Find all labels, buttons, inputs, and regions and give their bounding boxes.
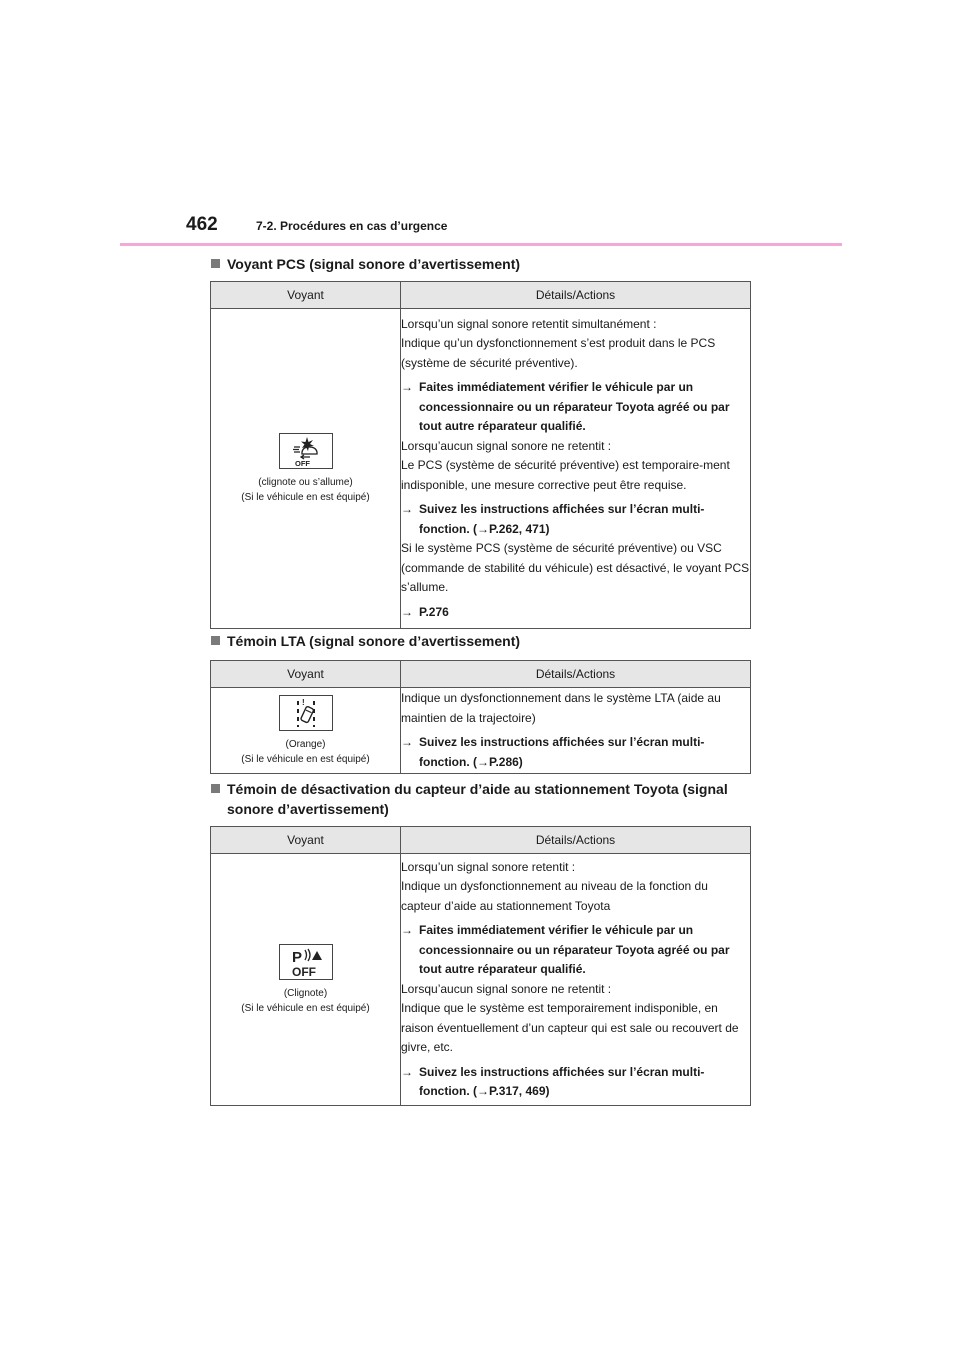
description-text: Indique qu’un dysfonctionnement s’est produit dans le PCS (système de sécurité préventive). <box>401 336 716 370</box>
arrow-icon: → <box>401 502 413 517</box>
svg-text:!: ! <box>301 697 305 707</box>
description-text: Indique un dysfonctionnement au niveau de la fonction du capteur d’aide au stationnement Toyota <box>401 879 708 913</box>
square-bullet-icon <box>211 636 220 645</box>
action-item: → Faites immédiatement vérifier le véhicule par un concessionnaire ou un réparateur Toyota agréé ou par tout autre réparateur qualifié. <box>401 921 750 980</box>
description-text: Le PCS (système de sécurité préventive) est temporaire-ment indisponible, une mesure corrective peut être requise. <box>401 458 730 492</box>
indicator-equipment-caption: (Si le véhicule en est équipé) <box>241 753 370 765</box>
details-cell <box>401 309 751 629</box>
condition-text: Lorsqu’aucun signal sonore ne retentit : <box>401 981 612 996</box>
square-bullet-icon <box>211 259 220 268</box>
action-item: → Suivez les instructions affichées sur l’écran multi-fonction. (→P.317, 469) <box>401 1063 750 1102</box>
condition-text: Lorsqu’un signal sonore retentit simultanément : <box>401 316 657 331</box>
details-cell <box>401 854 751 1106</box>
description-text: Si le système PCS (système de sécurité préventive) ou VSC (commande de stabilité du véhicule) est désactivé, le voyant PCS s’allume. <box>401 541 750 595</box>
column-header-voyant: Voyant <box>211 661 401 688</box>
indicator-equipment-caption: (Si le véhicule en est équipé) <box>241 491 370 503</box>
pcs-off-icon <box>279 433 333 469</box>
action-item: → Suivez les instructions affichées sur l’écran multi-fonction. (→P.286) <box>401 733 750 772</box>
arrow-icon: → <box>401 735 413 749</box>
action-item: → Faites immédiatement vérifier le véhicule par un concessionnaire ou un réparateur Toyota agréé ou par tout autre réparateur qualifié. <box>401 378 750 437</box>
condition-text: Lorsqu’aucun signal sonore ne retentit : <box>401 438 612 453</box>
indicator-state-caption: (Clignote) <box>283 987 328 999</box>
lta-warning-table <box>210 660 751 774</box>
section-title-lta: Témoin LTA (signal sonore d’avertissement) <box>211 631 751 651</box>
description-text: Indique un dysfonctionnement dans le système LTA (aide au maintien de la trajectoire) <box>401 691 721 725</box>
column-header-voyant: Voyant <box>211 282 401 309</box>
parking-sensor-off-icon <box>279 944 333 980</box>
svg-text:OFF: OFF <box>294 458 310 468</box>
action-item: → Suivez les instructions affichées sur l’écran multi-fonction. (→P.262, 471) <box>401 500 750 539</box>
svg-text:OFF: OFF <box>291 964 316 979</box>
column-header-voyant: Voyant <box>211 827 401 854</box>
column-header-details: Détails/Actions <box>401 661 751 688</box>
action-item: → P.276 <box>401 603 750 623</box>
arrow-icon: → <box>401 380 413 395</box>
indicator-color-caption: (Orange) <box>285 738 326 750</box>
parking-sensor-warning-table <box>210 826 751 1106</box>
square-bullet-icon <box>211 784 220 793</box>
column-header-details: Détails/Actions <box>401 282 751 309</box>
section-title-pcs: Voyant PCS (signal sonore d’avertissement) <box>211 254 751 274</box>
indicator-state-caption: (clignote ou s’allume) <box>258 476 353 488</box>
indicator-cell <box>211 309 401 629</box>
condition-text: Lorsqu’un signal sonore retentit : <box>401 859 576 874</box>
lta-icon <box>279 695 333 731</box>
indicator-cell <box>211 854 401 1106</box>
indicator-equipment-caption: (Si le véhicule en est équipé) <box>241 1002 370 1014</box>
svg-text:P: P <box>291 948 302 966</box>
description-text: Indique que le système est temporairement indisponible, en raison éventuellement d’un capteur qui est sale ou recouvert de givre, etc. <box>401 1001 739 1054</box>
arrow-icon: → <box>401 1064 413 1079</box>
arrow-icon: → <box>401 923 413 937</box>
indicator-cell <box>211 688 401 774</box>
column-header-details: Détails/Actions <box>401 827 751 854</box>
page-number: 462 <box>186 214 218 235</box>
header-divider <box>120 243 842 246</box>
pcs-warning-table <box>210 281 751 629</box>
section-title-parking-sensor: Témoin de désactivation du capteur d’aide au stationnement Toyota (signal sonore d’avertissement) <box>211 779 751 819</box>
arrow-icon: → <box>401 604 413 619</box>
details-cell <box>401 688 751 774</box>
chapter-title: 7-2. Procédures en cas d’urgence <box>256 219 448 233</box>
